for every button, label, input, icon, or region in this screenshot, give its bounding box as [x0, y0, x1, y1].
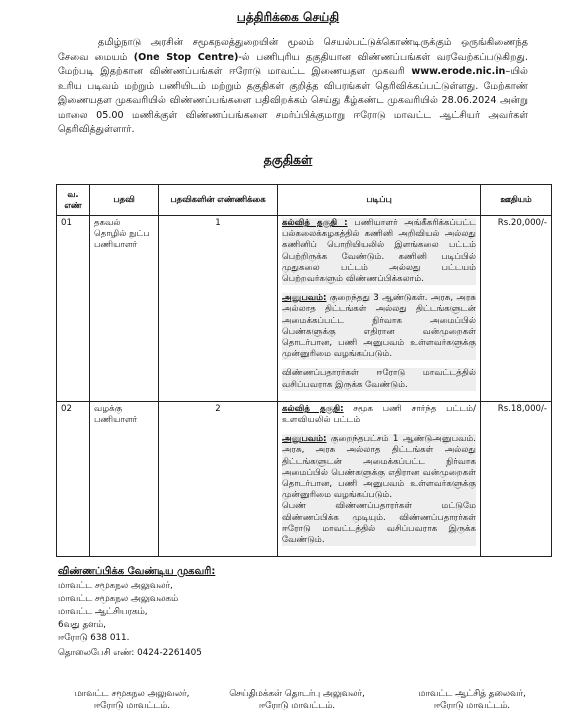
address-line: மாவட்ட ஆட்சியரகம், [58, 607, 148, 617]
row-post: வழக்கு பணியாளர் [90, 401, 159, 556]
education-label: கல்வித் தகுதி: [282, 403, 344, 414]
intro-text-3: –யில் உரிய படிவம் மற்றும் பணியிடம் மற்றும் தகுதிகள் குறித்த விபரங்கள் தெரிவிக்கப்பட்டுள்ளது. மேற்காண் இணையதள முகவரியில் விண்ணப்பங்களை பதிவிறக்கம் செய்து கீழ்கண்ட முகவரியில் 28.06.2024 அன்று மாலை 05.00 மணிக்குள் விண்ணப்பங்களை சமர்ப்பிக்குமாறு ஈரோடு மாவட்ட ஆட்சியர் அவர்கள் தெரிவித்துள்ளார். [58, 66, 528, 135]
row-post: தகவல் தொழில் நுட்ப பணியாளர் [90, 216, 159, 402]
residence-note: பெண் விண்ணப்பதாரர்கள் மட்டுமே விண்ணப்பிக்க முடியும். விண்ணப்பதாரர்கள் ஈரோடு மாவட்டத்தில் வசிப்பவராக இருக்க வேண்டும். [282, 501, 476, 546]
intro-paragraph [58, 36, 528, 138]
signature-title: மாவட்ட ஆட்சித் தலைவர், [418, 689, 526, 699]
header-salary: ஊதியம் [481, 185, 552, 216]
qualifications-table [56, 184, 552, 557]
address-block [58, 580, 202, 660]
row-post-count: 2 [159, 401, 278, 556]
one-stop-centre-label: (One Stop Centre) [133, 51, 239, 63]
signature-pro [212, 688, 382, 712]
experience-text: குறைந்தது 3 ஆண்டுகள். அரசு, அரசு அல்லாத திட்டங்கள் அல்லது திட்டங்களுடன் அமைக்கப்பட்ட நிர்வாக அமைப்பில் பெண்களுக்கு எதிரான வன்முறைகள் தொடர்பான, பணி அனுபவம் உள்ளவர்களுக்கு முன்னுரிமை வழங்கப்படும். [282, 293, 476, 360]
row-qualification [278, 401, 481, 556]
education-block [282, 218, 476, 285]
table-row [57, 216, 552, 402]
residence-note: விண்ணப்பதாரர்கள் ஈரோடு மாவட்டத்தில் வசிப்பவராக இருக்க வேண்டும். [282, 368, 476, 390]
education-label: கல்வித் தகுதி : [282, 218, 348, 228]
row-post-count: 1 [159, 216, 278, 402]
row-salary: Rs.18,000/- [481, 401, 552, 556]
signature-title: செய்திமக்கள் தொடர்பு அலுவலர், [229, 689, 365, 699]
signature-title: மாவட்ட சமூகநல அலுவலர், [74, 689, 190, 699]
address-line: ஈரோடு 638 011. [58, 633, 130, 643]
qualifications-heading: தகுதிகள் [263, 152, 313, 167]
website-link[interactable]: www.erode.nic.in [411, 66, 506, 77]
signature-collector [392, 688, 552, 712]
intro-text-2: -ல் பணிபுரிய தகுதியான விண்ணப்பங்கள் வரவேற்கப்படுகிறது. மேற்படி இதற்கான விண்ணப்பங்கள் ஈரோடு மாவட்ட இணையதள முகவரி [58, 51, 528, 77]
row-sl-no: 01 [57, 216, 90, 402]
header-post: பதவி [90, 185, 159, 216]
education-text: சமூக பணி சார்ந்த பட்டம்/ உளவியலில் பட்டம் [282, 403, 476, 426]
education-block [282, 404, 476, 426]
header-sl-no: வ. எண் [57, 185, 90, 216]
address-line: மாவட்ட சமூகநல அலுவலர், [58, 581, 173, 591]
address-line: 6வது தளம், [58, 620, 106, 630]
press-release-title: பத்திரிக்கை செய்தி [236, 10, 340, 24]
row-qualification [278, 216, 481, 402]
signature-social-welfare-officer [62, 688, 202, 712]
header-post-count: பதவிகளின் எண்ணிக்கை [159, 185, 278, 216]
experience-label: அனுபவம்: [282, 434, 327, 445]
experience-text: குறைந்தபட்சம் 1 ஆண்டுஅனுபவம். அரசு, அரசு அல்லாத திட்டங்கள் அல்லது திட்டங்களுடன் அமைக்கப்பட்ட நிர்வாக அமைப்பில் பெண்களுக்கு எதிரான வன்முறைகள் தொடர்பான, பணி அனுபவம் உள்ளவர்களுக்கு முன்னுரிமை வழங்கப்படும். [282, 434, 476, 501]
address-line: மாவட்ட சமூகநல அலுவலகம் [58, 594, 179, 604]
table-row [57, 401, 552, 556]
signature-district: ஈரோடு மாவட்டம். [433, 701, 511, 711]
row-sl-no: 02 [57, 401, 90, 556]
phone-line: தொலைபேசி எண்: 0424-2261405 [58, 648, 202, 658]
education-text: பணியாளர் அங்கீகரிக்கப்பட்ட பல்கலைக்கழகத்தில் கணினி அறிவியல் அல்லது கணினிப் பொறியியலில் இளங்கலை பட்டம் பெற்றிருக்க வேண்டும். கணினி படிப்பில் முதுகலை பட்டம் அல்லது பட்டயம் பெற்றவர்களும் விண்ணப்பிக்கலாம். [282, 218, 476, 285]
header-qualification: படிப்பு [278, 185, 481, 216]
address-heading: விண்ணப்பிக்க வேண்டிய முகவரி: [58, 566, 216, 577]
signature-district: ஈரோடு மாவட்டம். [93, 701, 171, 711]
experience-block [282, 293, 476, 360]
experience-label: அனுபவம்: [282, 293, 327, 304]
experience-block [282, 434, 476, 501]
signature-district: ஈரோடு மாவட்டம். [258, 701, 336, 711]
row-salary: Rs.20,000/- [481, 216, 552, 402]
table-header-row [57, 185, 552, 216]
intro-text-1: தமிழ்நாடு அரசின் சமூகநலத்துறையின் மூலம் செயல்பட்டுக்கொண்டிருக்கும் ஒருங்கிணைந்த சேவை மையம் [58, 37, 528, 63]
